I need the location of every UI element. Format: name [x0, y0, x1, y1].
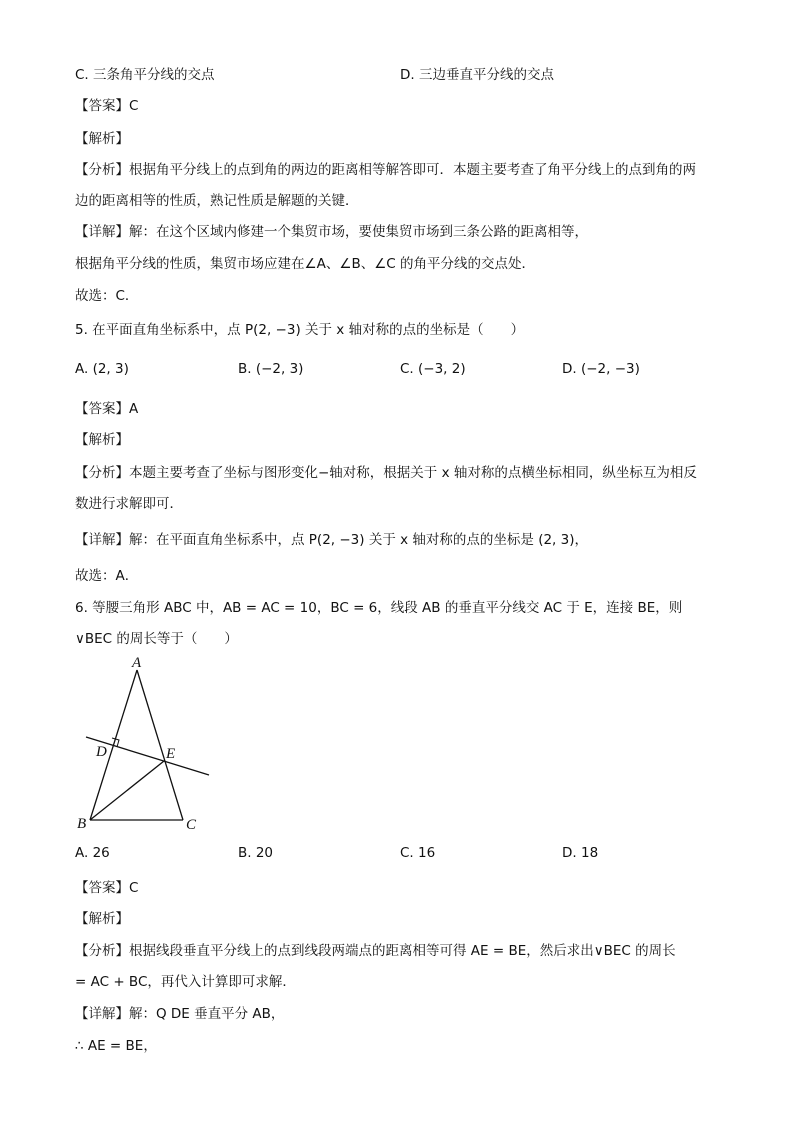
q6-detail-line-1: 【详解】解：Q DE 垂直平分 AB， [75, 1006, 285, 1022]
q6-detail-line-2: ∴ AE = BE， [75, 1038, 157, 1054]
q4-answer: 【答案】C [75, 98, 139, 114]
segment-ac [137, 670, 183, 820]
q5-fenxi-line-2: 数进行求解即可． [75, 496, 183, 512]
q5-analysis-label: 【解析】 [75, 432, 129, 448]
q5-option-d: D. (−2, −3) [562, 361, 640, 377]
q4-fenxi-line-1: 【分析】根据角平分线上的点到角的两边的距离相等解答即可．本题主要考查了角平分线上的点到角的两 [75, 162, 696, 178]
q6-fenxi-line-1: 【分析】根据线段垂直平分线上的点到线段两端点的距离相等可得 AE = BE，然后求出∨BEC 的周长 [75, 943, 676, 959]
q5-stem: 5. 在平面直角坐标系中，点 P(2, −3) 关于 x 轴对称的点的坐标是（ ） [75, 322, 525, 338]
label-a: A [132, 655, 142, 671]
q4-detail-line-2: 根据角平分线的性质，集贸市场应建在∠A、∠B、∠C 的角平分线的交点处． [75, 256, 536, 272]
q6-stem-line-1: 6. 等腰三角形 ABC 中，AB = AC = 10，BC = 6，线段 AB 的垂直平分线交 AC 于 E，连接 BE，则 [75, 600, 683, 616]
q4-detail-line-1: 【详解】解：在这个区域内修建一个集贸市场，要使集贸市场到三条公路的距离相等， [75, 224, 588, 240]
q5-choose: 故选：A． [75, 568, 139, 584]
q6-analysis-label: 【解析】 [75, 911, 129, 927]
label-b: B [77, 816, 87, 832]
q6-option-c: C. 16 [400, 845, 436, 861]
q5-answer: 【答案】A [75, 401, 139, 417]
q6-stem-line-2: ∨BEC 的周长等于（ ） [75, 631, 238, 647]
triangle-figure [72, 655, 222, 835]
q6-option-d: D. 18 [562, 845, 599, 861]
q4-fenxi-line-2: 边的距离相等的性质，熟记性质是解题的关键． [75, 193, 359, 209]
q5-option-a: A. (2, 3) [75, 361, 129, 377]
label-c: C [186, 817, 197, 833]
q5-fenxi-line-1: 【分析】本题主要考查了坐标与图形变化−轴对称，根据关于 x 轴对称的点横坐标相同，纵坐标互为相反 [75, 465, 697, 481]
q5-option-b: B. (−2, 3) [238, 361, 304, 377]
q5-detail-line-1: 【详解】解：在平面直角坐标系中，点 P(2, −3) 关于 x 轴对称的点的坐标是 (2, 3)， [75, 532, 588, 548]
label-e: E [166, 746, 176, 762]
q6-option-b: B. 20 [238, 845, 274, 861]
label-d: D [96, 744, 107, 760]
q4-analysis-label: 【解析】 [75, 131, 129, 147]
q6-option-a: A. 26 [75, 845, 110, 861]
q6-answer: 【答案】C [75, 880, 139, 896]
q5-option-c: C. (−3, 2) [400, 361, 466, 377]
q6-fenxi-line-2: = AC + BC，再代入计算即可求解． [75, 974, 296, 990]
q4-option-c: C. 三条角平分线的交点 [75, 67, 215, 83]
segment-be [90, 761, 164, 820]
q4-option-d: D. 三边垂直平分线的交点 [400, 67, 554, 83]
q4-choose: 故选：C． [75, 288, 139, 304]
